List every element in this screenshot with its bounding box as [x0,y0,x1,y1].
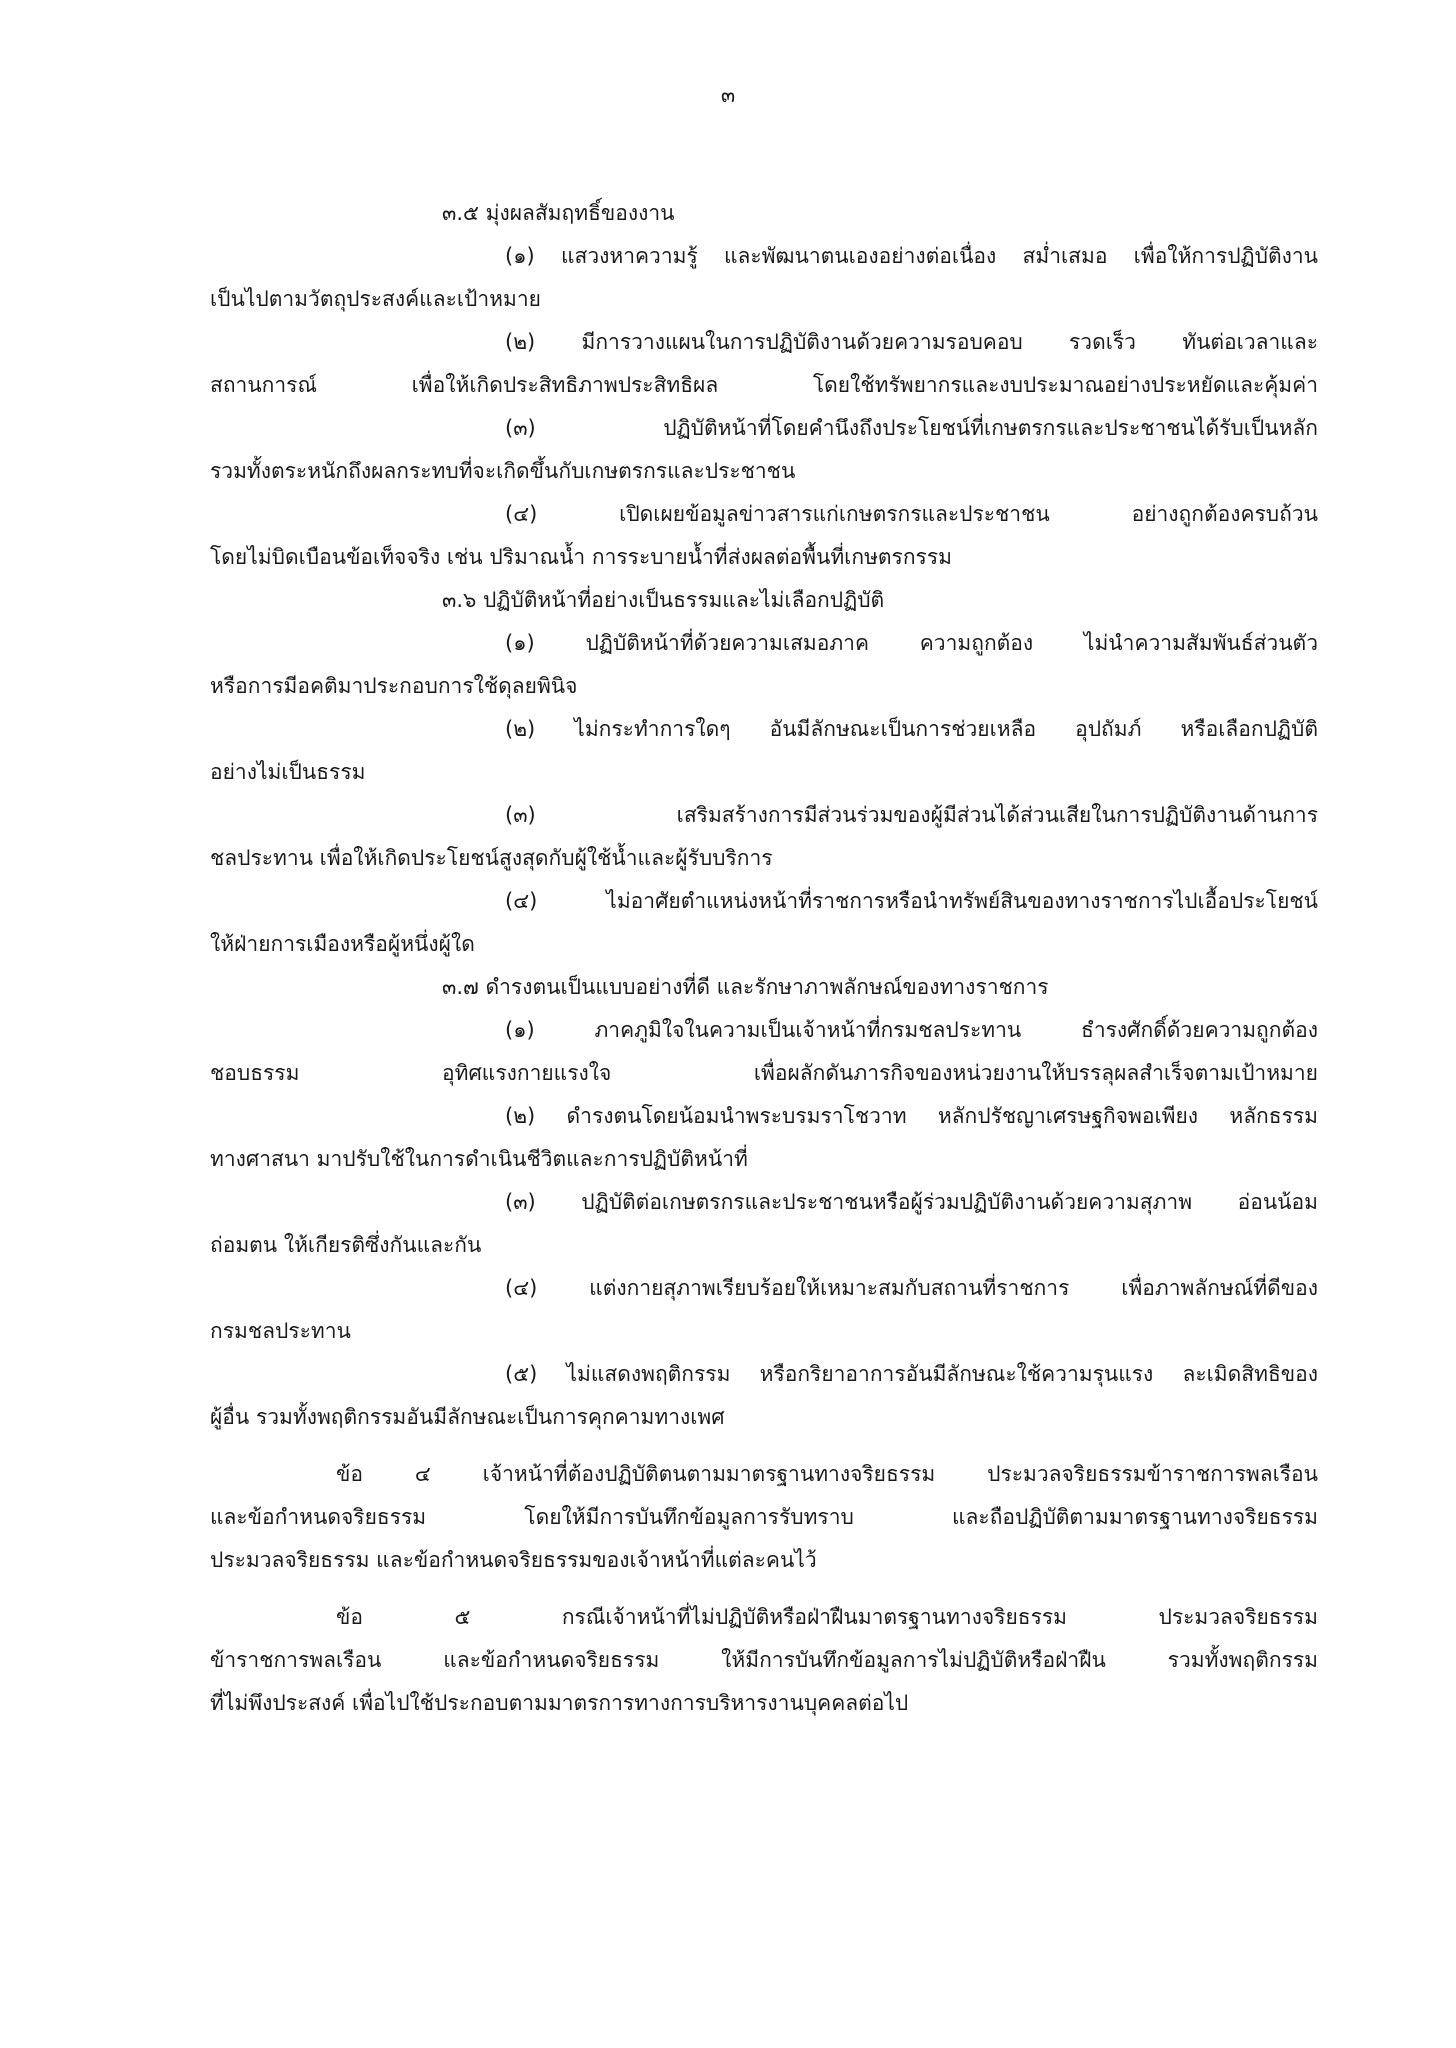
clause-5-line: ที่ไม่พึงประสงค์ เพื่อไปใช้ประกอบตามมาตรการทางการบริหารงานบุคคลต่อไป [210,1691,909,1715]
paragraph-line: ชลประทาน เพื่อให้เกิดประโยชน์สูงสุดกับผู้ใช้น้ำและผู้รับบริการ [210,846,773,870]
paragraph-line: (๒) มีการวางแผนในการปฏิบัติงานด้วยความรอบคอบ รวดเร็ว ทันต่อเวลาและ [505,330,1318,354]
paragraph-line: (๔) แต่งกายสุภาพเรียบร้อยให้เหมาะสมกับสถานที่ราชการ เพื่อภาพลักษณ์ที่ดีของ [505,1276,1318,1300]
paragraph-line: (๓) ปฏิบัติต่อเกษตรกรและประชาชนหรือผู้ร่วมปฏิบัติงานด้วยความสุภาพ อ่อนน้อม [505,1190,1318,1214]
clause-4-line: ข้อ ๔ เจ้าหน้าที่ต้องปฏิบัติตนตามมาตรฐานทางจริยธรรม ประมวลจริยธรรมข้าราชการพลเรือน [336,1462,1318,1486]
paragraph-line: (๒) ดำรงตนโดยน้อมนำพระบรมราโชวาท หลักปรัชญาเศรษฐกิจพอเพียง หลักธรรม [505,1104,1318,1128]
paragraph-line: (๕) ไม่แสดงพฤติกรรม หรือกริยาอาการอันมีลักษณะใช้ความรุนแรง ละเมิดสิทธิของ [505,1362,1318,1386]
section-heading-3-6: ๓.๖ ปฏิบัติหน้าที่อย่างเป็นธรรมและไม่เลือกปฏิบัติ [442,588,885,612]
paragraph-line: (๓) ปฏิบัติหน้าที่โดยคำนึงถึงประโยชน์ที่เกษตรกรและประชาชนได้รับเป็นหลัก [505,416,1318,440]
clause-4-line: ประมวลจริยธรรม และข้อกำหนดจริยธรรมของเจ้าหน้าที่แต่ละคนไว้ [210,1548,817,1572]
paragraph-line: (๒) ไม่กระทำการใดๆ อันมีลักษณะเป็นการช่วยเหลือ อุปถัมภ์ หรือเลือกปฏิบัติ [505,717,1318,741]
section-heading-3-7: ๓.๗ ดำรงตนเป็นแบบอย่างที่ดี และรักษาภาพลักษณ์ของทางราชการ [442,975,1049,999]
paragraph-line: กรมชลประทาน [210,1319,351,1343]
clause-5-line: ข้อ ๕ กรณีเจ้าหน้าที่ไม่ปฏิบัติหรือฝ่าฝืนมาตรฐานทางจริยธรรม ประมวลจริยธรรม [336,1605,1318,1629]
paragraph-line: ชอบธรรม อุทิศแรงกายแรงใจ เพื่อผลักดันภารกิจของหน่วยงานให้บรรลุผลสำเร็จตามเป้าหมาย [210,1061,1318,1085]
page-number: ๓ [720,83,736,107]
paragraph-line: ให้ฝ่ายการเมืองหรือผู้หนึ่งผู้ใด [210,932,475,956]
section-heading-3-5: ๓.๕ มุ่งผลสัมฤทธิ์ของงาน [442,201,675,225]
paragraph-line: (๓) เสริมสร้างการมีส่วนร่วมของผู้มีส่วนได้ส่วนเสียในการปฏิบัติงานด้านการ [505,803,1318,827]
paragraph-line: (๔) เปิดเผยข้อมูลข่าวสารแก่เกษตรกรและประชาชน อย่างถูกต้องครบถ้วน [505,502,1318,526]
paragraph-line: (๑) ปฏิบัติหน้าที่ด้วยความเสมอภาค ความถูกต้อง ไม่นำความสัมพันธ์ส่วนตัว [505,631,1318,655]
paragraph-line: สถานการณ์ เพื่อให้เกิดประสิทธิภาพประสิทธิผล โดยใช้ทรัพยากรและงบประมาณอย่างประหยัดและคุ้มค่า [210,373,1318,397]
paragraph-line: (๔) ไม่อาศัยตำแหน่งหน้าที่ราชการหรือนำทรัพย์สินของทางราชการไปเอื้อประโยชน์ [505,889,1318,913]
paragraph-line: อย่างไม่เป็นธรรม [210,760,366,784]
paragraph-line: ทางศาสนา มาปรับใช้ในการดำเนินชีวิตและการปฏิบัติหน้าที่ [210,1147,748,1171]
clause-5-line: ข้าราชการพลเรือน และข้อกำหนดจริยธรรม ให้มีการบันทึกข้อมูลการไม่ปฏิบัติหรือฝ่าฝืน รวมทั้งพฤติกรรม [210,1648,1318,1672]
paragraph-line: รวมทั้งตระหนักถึงผลกระทบที่จะเกิดขึ้นกับเกษตรกรและประชาชน [210,459,796,483]
paragraph-gap [210,1582,1318,1596]
paragraph-line: โดยไม่บิดเบือนข้อเท็จจริง เช่น ปริมาณน้ำ การระบายน้ำที่ส่งผลต่อพื้นที่เกษตรกรรม [210,545,952,569]
document-body [210,192,1318,1725]
paragraph-line: (๑) ภาคภูมิใจในความเป็นเจ้าหน้าที่กรมชลประทาน ธำรงศักดิ์ด้วยความถูกต้อง [505,1018,1318,1042]
paragraph-line: เป็นไปตามวัตถุประสงค์และเป้าหมาย [210,287,541,311]
paragraph-line: (๑) แสวงหาความรู้ และพัฒนาตนเองอย่างต่อเนื่อง สม่ำเสมอ เพื่อให้การปฏิบัติงาน [505,244,1318,268]
paragraph-gap [210,1439,1318,1453]
clause-4-line: และข้อกำหนดจริยธรรม โดยให้มีการบันทึกข้อมูลการรับทราบ และถือปฏิบัติตามมาตรฐานทางจริยธรรม [210,1505,1318,1529]
paragraph-line: ถ่อมตน ให้เกียรติซึ่งกันและกัน [210,1233,482,1257]
paragraph-line: ผู้อื่น รวมทั้งพฤติกรรมอันมีลักษณะเป็นการคุกคามทางเพศ [210,1405,725,1429]
paragraph-line: หรือการมีอคติมาประกอบการใช้ดุลยพินิจ [210,674,578,698]
